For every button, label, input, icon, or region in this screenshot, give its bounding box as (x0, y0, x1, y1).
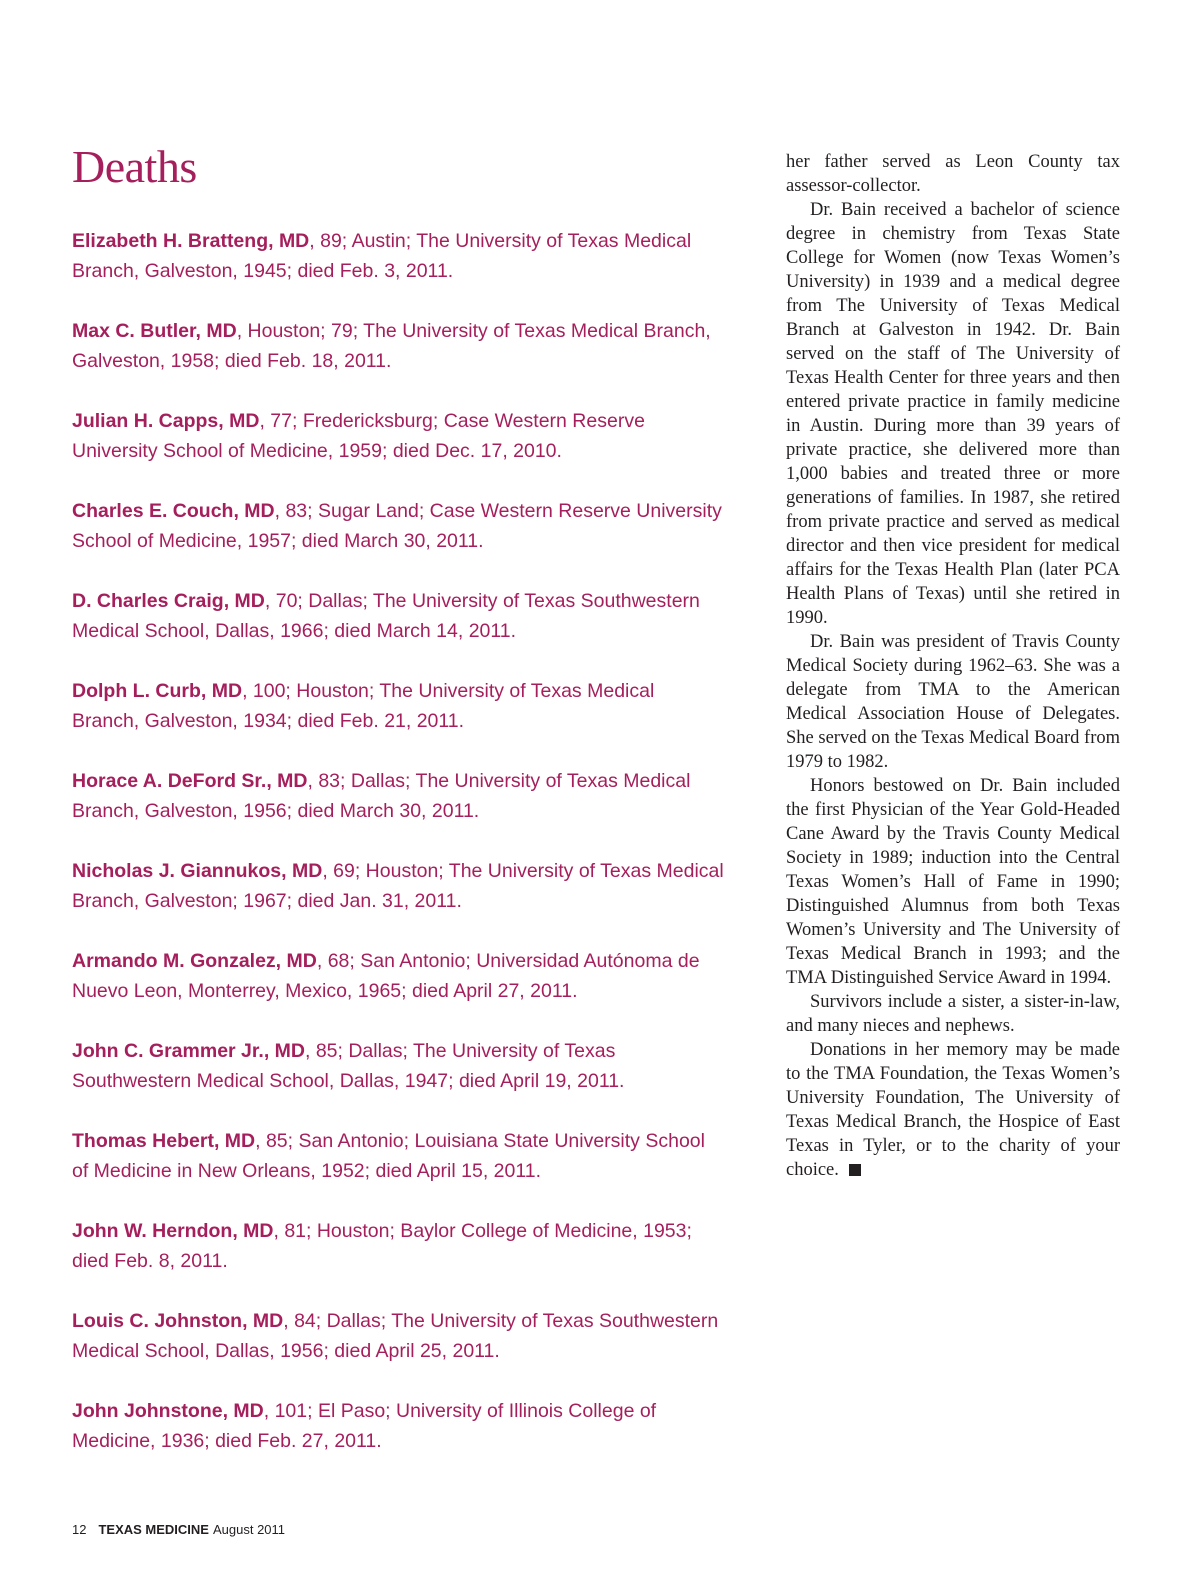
deceased-name: Dolph L. Curb, MD (72, 680, 243, 702)
page-footer (72, 1522, 285, 1537)
deceased-name: Horace A. DeFord Sr., MD (72, 770, 308, 792)
deceased-name: Thomas Hebert, MD (72, 1130, 256, 1152)
deceased-name: Elizabeth H. Bratteng, MD (72, 230, 310, 252)
article-paragraph: Honors bestowed on Dr. Bain included the first Physician of the Year Gold-Headed Cane Award by the Travis County Medical Society in 1989; induction into the Central Texas Women’s Hall of Fame in 1990; Distinguished Alumnus from both Texas Women’s University and The University of Texas Medical Branch in 1993; and the TMA Distinguished Service Award in 1994. (786, 776, 1120, 988)
notice-details: , 77; Fredericksburg; Case Western Reserve University School of Medicine, 1959; died Dec. 17, 2010. (72, 410, 645, 462)
notice-details: , 69; Houston; The University of Texas Medical Branch, Galveston; 1967; died Jan. 31, 2011. (72, 860, 724, 912)
death-notice (72, 406, 724, 466)
section-title: Deaths (72, 141, 197, 192)
deceased-name: Armando M. Gonzalez, MD (72, 950, 317, 972)
death-notice (72, 586, 724, 646)
deceased-name: Louis C. Johnston, MD (72, 1310, 284, 1332)
article-paragraph: Dr. Bain was president of Travis County Medical Society during 1962–63. She was a delegate from TMA to the American Medical Association House of Delegates. She served on the Texas Medical Board from 1979 to 1982. (786, 632, 1120, 772)
death-notice (72, 1396, 724, 1456)
article-last-paragraph (786, 1038, 1120, 1182)
notice-details: , 85; Dallas; The University of Texas Southwestern Medical School, Dallas, 1947; died April 19, 2011. (72, 1040, 625, 1092)
deceased-name: D. Charles Craig, MD (72, 590, 265, 612)
deceased-name: Max C. Butler, MD (72, 320, 237, 342)
article-paragraph: Survivors include a sister, a sister-in-law, and many nieces and nephews. (786, 992, 1120, 1036)
publication-name: TEXAS MEDICINE (98, 1522, 209, 1537)
deceased-name: John Johnstone, MD (72, 1400, 264, 1422)
death-notice (72, 1036, 724, 1096)
end-of-article-icon (849, 1164, 861, 1176)
deceased-name: Nicholas J. Giannukos, MD (72, 860, 323, 882)
notice-details: , 89; Austin; The University of Texas Medical Branch, Galveston, 1945; died Feb. 3, 2011. (72, 230, 692, 282)
notice-details: , 101; El Paso; University of Illinois College of Medicine, 1936; died Feb. 27, 2011. (72, 1400, 657, 1452)
deceased-name: John W. Herndon, MD (72, 1220, 274, 1242)
obituary-article (786, 150, 1120, 1182)
death-notice (72, 226, 724, 286)
page-number: 12 (72, 1522, 87, 1537)
deceased-name: Julian H. Capps, MD (72, 410, 260, 432)
deceased-name: John C. Grammer Jr., MD (72, 1040, 305, 1062)
notice-details: , 70; Dallas; The University of Texas Southwestern Medical School, Dallas, 1966; died March 14, 2011. (72, 590, 700, 642)
deceased-name: Charles E. Couch, MD (72, 500, 275, 522)
notice-details: , 85; San Antonio; Louisiana State University School of Medicine in New Orleans, 1952; died April 15, 2011. (72, 1130, 705, 1182)
notice-details: , 81; Houston; Baylor College of Medicine, 1953; died Feb. 8, 2011. (72, 1220, 692, 1272)
notice-details: , 84; Dallas; The University of Texas Southwestern Medical School, Dallas, 1956; died April 25, 2011. (72, 1310, 719, 1362)
notice-details: , 68; San Antonio; Universidad Autónoma de Nuevo Leon, Monterrey, Mexico, 1965; died April 27, 2011. (72, 950, 700, 1002)
death-notice (72, 1126, 724, 1186)
article-paragraph: Dr. Bain received a bachelor of science degree in chemistry from Texas State College for Women (now Texas Women’s University) in 1939 and a medical degree from The University of Texas Medical Branch at Galveston in 1942. Dr. Bain served on the staff of The University of Texas Health Center for three years and then entered private practice in family medicine in Austin. During more than 39 years of private practice, she delivered more than 1,000 babies and treated three or more generations of families. In 1987, she retired from private practice and served as medical director and then vice president for medical affairs for the Texas Health Plan (later PCA Health Plans of Texas) until she retired in 1990. (786, 200, 1120, 628)
notice-details: , 83; Sugar Land; Case Western Reserve University School of Medicine, 1957; died March 30, 2011. (72, 500, 722, 552)
death-notices-list (72, 226, 724, 1486)
notice-details: , 83; Dallas; The University of Texas Medical Branch, Galveston, 1956; died March 30, 2011. (72, 770, 691, 822)
article-paragraph: her father served as Leon County tax assessor-collector. (786, 152, 1120, 196)
notice-details: , 100; Houston; The University of Texas Medical Branch, Galveston, 1934; died Feb. 21, 2011. (72, 680, 655, 732)
death-notice (72, 1306, 724, 1366)
death-notice (72, 766, 724, 826)
death-notice (72, 946, 724, 1006)
death-notice (72, 1216, 724, 1276)
death-notice (72, 316, 724, 376)
notice-details: , Houston; 79; The University of Texas Medical Branch, Galveston, 1958; died Feb. 18, 2011. (72, 320, 711, 372)
article-paragraph-text: Donations in her memory may be made to the TMA Foundation, the Texas Women’s University Foundation, The University of Texas Medical Branch, the Hospice of East Texas in Tyler, or to the charity of your choice. (786, 1040, 1120, 1180)
death-notice (72, 676, 724, 736)
death-notice (72, 496, 724, 556)
death-notice (72, 856, 724, 916)
issue-date: August 2011 (212, 1522, 286, 1537)
